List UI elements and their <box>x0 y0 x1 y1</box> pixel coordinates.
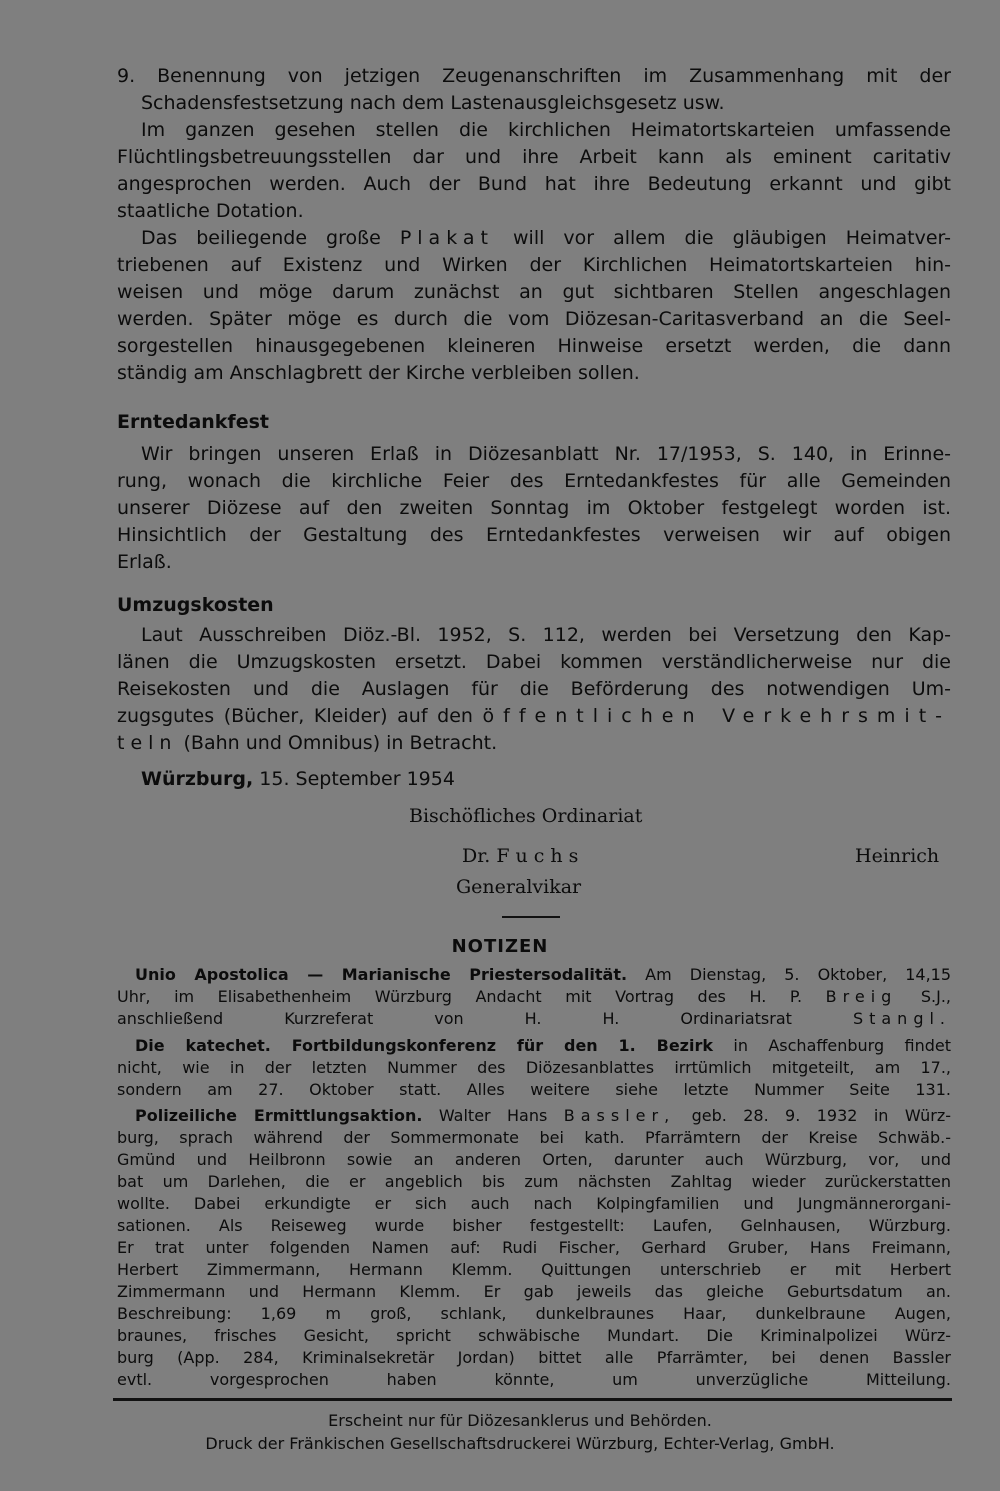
spaced-name: Stangl. <box>852 1009 951 1028</box>
footer-line-2: Druck der Fränkischen Gesellschaftsdruckerei Würzburg, Echter-Verlag, GmbH. <box>205 1434 835 1453</box>
office-name: Bischöfliches Ordinariat <box>409 805 643 827</box>
text-line: 9. Benennung von jetzigen Zeugenanschriften im Zusammenhang mit der <box>117 65 951 87</box>
text-line-plakat <box>141 225 951 252</box>
text-line: staatliche Dotation. <box>117 200 304 222</box>
spaced-name: Breig <box>825 987 898 1006</box>
text-line: Hinsichtlich der Gestaltung des Erntedankfestes verweisen wir auf obigen <box>117 524 951 546</box>
text-line: Er trat unter folgenden Namen auf: Rudi Fischer, Gerhard Gruber, Hans Freimann, <box>117 1238 951 1257</box>
text-line: nicht, wie in der letzten Nummer des Diözesanblattes irrtümlich mitgeteilt, am 17., <box>117 1058 951 1077</box>
section-heading: Umzugskosten <box>117 594 274 616</box>
text-line: werden. Später möge es durch die vom Diözesan-Caritasverband an die Seel- <box>117 308 951 330</box>
text-line: angesprochen werden. Auch der Bund hat ihre Bedeutung erkannt und gibt <box>117 173 951 195</box>
text-line <box>117 1008 951 1030</box>
text-fragment: Am Dienstag, 5. Oktober, 14,15 <box>645 965 952 984</box>
notizen-heading: NOTIZEN <box>451 936 549 957</box>
text-line: triebenen auf Existenz und Wirken der Kirchlichen Heimatortskarteien hin- <box>117 254 951 276</box>
text-line-verkehrsmittel <box>117 703 951 730</box>
spaced-name: Bassler, <box>563 1106 676 1125</box>
signatory-name: Fuchs <box>496 845 585 867</box>
footer-divider <box>113 1398 952 1401</box>
text-line: braunes, frisches Gesicht, spricht schwäbische Mundart. Die Kriminalpolizei Würz- <box>117 1326 951 1345</box>
text-line: Zimmermann und Hermann Klemm. Er gab jeweils das gleiche Geburtsdatum an. <box>117 1282 951 1301</box>
text-line <box>117 986 951 1008</box>
text-fragment: zugsgutes (Bücher, Kleider) auf den <box>117 705 473 727</box>
text-fragment: Walter Hans <box>438 1106 548 1125</box>
signatory-line <box>462 843 584 870</box>
notice-title: Die katechet. Fortbildungskonferenz für den 1. Bezirk <box>135 1036 713 1055</box>
notice-title: Unio Apostolica — Marianische Priestersodalität. <box>135 965 628 984</box>
notice-unio-line <box>135 964 951 986</box>
text-line: sorgestellen hinausgegebenen kleineren Hinweise ersetzt werden, die dann <box>117 335 951 357</box>
right-name: Heinrich <box>855 845 940 867</box>
place: Würzburg, <box>141 768 254 790</box>
text-line: Flüchtlingsbetreuungsstellen dar und ihre Arbeit kann als eminent caritativ <box>117 146 951 168</box>
text-fragment: S.J., <box>920 987 951 1006</box>
spaced-words: öffentlichen Verkehrsmit- <box>482 705 952 727</box>
text-line: wollte. Dabei erkundigte er sich auch nach Kolpingfamilien und Jungmännerorgani- <box>117 1194 951 1213</box>
notice-katechet-line <box>135 1035 951 1057</box>
name-prefix: Dr. <box>462 845 491 867</box>
section-divider <box>502 916 560 918</box>
text-line: Herbert Zimmermann, Hermann Klemm. Quittungen unterschrieb er mit Herbert <box>117 1260 951 1279</box>
text-line: Erlaß. <box>117 551 172 573</box>
text-line: Wir bringen unseren Erlaß in Diözesanblatt Nr. 17/1953, S. 140, in Erinne- <box>141 443 951 465</box>
text-fragment: in Aschaffenburg findet <box>733 1036 952 1055</box>
text-fragment: will vor allem die gläubigen Heimatver- <box>513 227 951 249</box>
text-line: burg (App. 284, Kriminalsekretär Jordan) bittet alle Pfarrämter, bei denen Bassler <box>117 1348 951 1367</box>
text-line: weisen und möge darum zunächst an gut sichtbaren Stellen angeschlagen <box>117 281 951 303</box>
text-line: Reisekosten und die Auslagen für die Beförderung des notwendigen Um- <box>117 678 951 700</box>
spaced-word-plakat: Plakat <box>399 227 494 249</box>
text-fragment: Das beiliegende große <box>141 227 381 249</box>
text-line: länen die Umzugskosten ersetzt. Dabei kommen verständlicherweise nur die <box>117 651 951 673</box>
text-fragment: (Bahn und Omnibus) in Betracht. <box>183 732 498 754</box>
text-line: sondern am 27. Oktober statt. Alles weitere siehe letzte Nummer Seite 131. <box>117 1080 951 1099</box>
notice-title: Polizeiliche Ermittlungsaktion. <box>135 1106 423 1125</box>
text-line: Schadensfestsetzung nach dem Lastenausgleichsgesetz usw. <box>141 92 725 114</box>
text-fragment: Uhr, im Elisabethenheim Würzburg Andacht mit Vortrag des H. P. <box>117 987 803 1006</box>
text-line: bat um Darlehen, die er angeblich bis zum nächsten Zahltag wieder zurückerstatten <box>117 1172 951 1191</box>
notice-polizei-line <box>135 1105 951 1127</box>
date: 15. September 1954 <box>259 768 455 790</box>
text-line: ständig am Anschlagbrett der Kirche verbleiben sollen. <box>117 362 640 384</box>
text-line: evtl. vorgesprochen haben könnte, um unverzügliche Mitteilung. <box>117 1370 951 1389</box>
spaced-word: teln <box>117 732 178 754</box>
text-line: Im ganzen gesehen stellen die kirchlichen Heimatortskarteien umfassende <box>141 119 951 141</box>
text-line: Laut Ausschreiben Diöz.-Bl. 1952, S. 112, werden bei Versetzung den Kap- <box>141 624 951 646</box>
section-heading: Erntedankfest <box>117 411 269 433</box>
text-line <box>117 730 951 757</box>
text-line: unserer Diözese auf den zweiten Sonntag im Oktober festgelegt worden ist. <box>117 497 951 519</box>
place-date-line <box>141 766 455 793</box>
text-line: Beschreibung: 1,69 m groß, schlank, dunkelbraunes Haar, dunkelbraune Augen, <box>117 1304 951 1323</box>
text-line: sationen. Als Reiseweg wurde bisher festgestellt: Laufen, Gelnhausen, Würzburg. <box>117 1216 951 1235</box>
signatory-role: Generalvikar <box>456 876 582 898</box>
text-line: Gmünd und Heilbronn sowie an anderen Orten, darunter auch Würzburg, vor, und <box>117 1150 951 1169</box>
footer-line-1: Erscheint nur für Diözesanklerus und Behörden. <box>328 1411 712 1430</box>
text-line: rung, wonach die kirchliche Feier des Erntedankfestes für alle Gemeinden <box>117 470 951 492</box>
text-fragment: geb. 28. 9. 1932 in Würz- <box>691 1106 951 1125</box>
text-line: burg, sprach während der Sommermonate bei kath. Pfarrämtern der Kreise Schwäb.- <box>117 1128 951 1147</box>
text-fragment: anschließend Kurzreferat von H. H. Ordinariatsrat <box>117 1009 792 1028</box>
